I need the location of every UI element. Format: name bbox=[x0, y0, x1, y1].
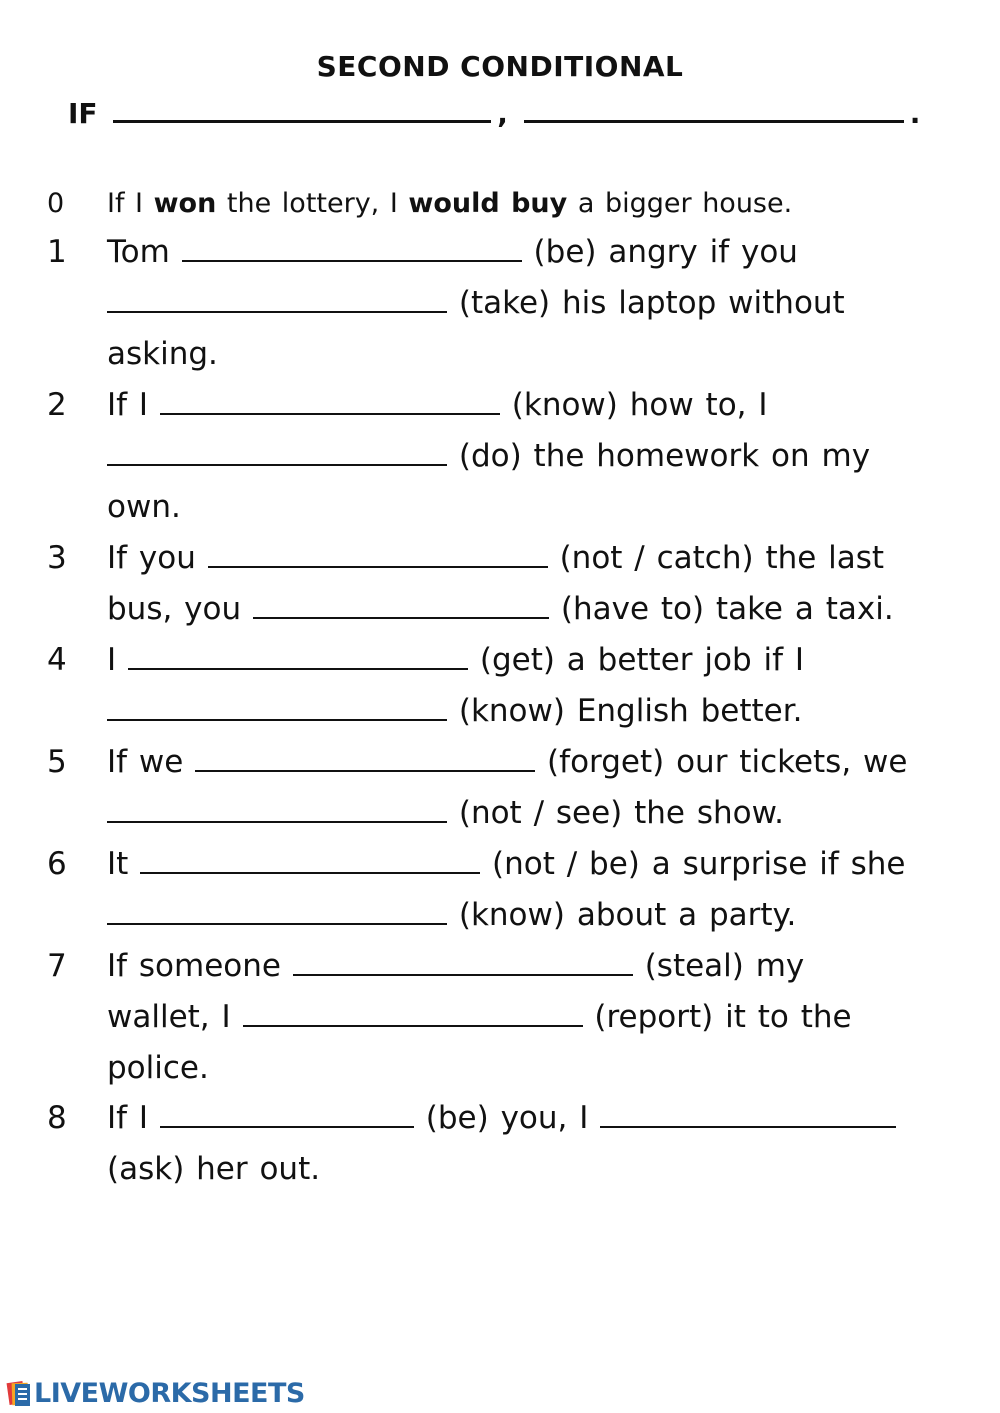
item-number: 6 bbox=[47, 846, 67, 882]
formula-blank-main-clause bbox=[524, 96, 904, 123]
item-number: 7 bbox=[47, 948, 67, 984]
answer-blank[interactable] bbox=[107, 897, 447, 925]
answer-blank[interactable] bbox=[600, 1100, 896, 1128]
liveworksheets-logo bbox=[6, 1378, 305, 1409]
answer-blank[interactable] bbox=[160, 387, 500, 415]
item-number: 2 bbox=[47, 387, 67, 423]
item-number: 1 bbox=[47, 234, 67, 270]
answer-blank[interactable] bbox=[128, 642, 468, 670]
item-number: 0 bbox=[47, 188, 65, 219]
answer-blank[interactable] bbox=[253, 591, 549, 619]
formula-comma: , bbox=[497, 97, 508, 130]
logo-text: LIVEWORKSHEETS bbox=[34, 1378, 305, 1409]
formula-blank-if-clause bbox=[113, 96, 491, 123]
answer-blank[interactable] bbox=[195, 744, 535, 772]
item-number: 8 bbox=[47, 1100, 67, 1136]
example-verb-won: won bbox=[153, 188, 217, 219]
formula-period: . bbox=[909, 97, 921, 130]
answer-blank[interactable] bbox=[160, 1100, 414, 1128]
formula-if: IF bbox=[68, 97, 98, 130]
answer-blank[interactable] bbox=[243, 999, 583, 1027]
example-verb-would-buy: would buy bbox=[408, 188, 568, 219]
page-title: SECOND CONDITIONAL bbox=[316, 50, 684, 83]
formula-pattern bbox=[68, 96, 920, 130]
answer-blank[interactable] bbox=[293, 948, 633, 976]
answer-blank[interactable] bbox=[107, 438, 447, 466]
example-sentence: If I won the lottery, I would buy a bigger house. bbox=[107, 188, 793, 219]
answer-blank[interactable] bbox=[182, 234, 522, 262]
answer-blank[interactable] bbox=[208, 540, 548, 568]
answer-blank[interactable] bbox=[107, 795, 447, 823]
item-number: 5 bbox=[47, 744, 67, 780]
answer-blank[interactable] bbox=[107, 285, 447, 313]
answer-blank[interactable] bbox=[107, 693, 447, 721]
item-number: 3 bbox=[47, 540, 67, 576]
answer-blank[interactable] bbox=[140, 846, 480, 874]
item-number: 4 bbox=[47, 642, 67, 678]
worksheet-stack-icon bbox=[6, 1379, 32, 1409]
